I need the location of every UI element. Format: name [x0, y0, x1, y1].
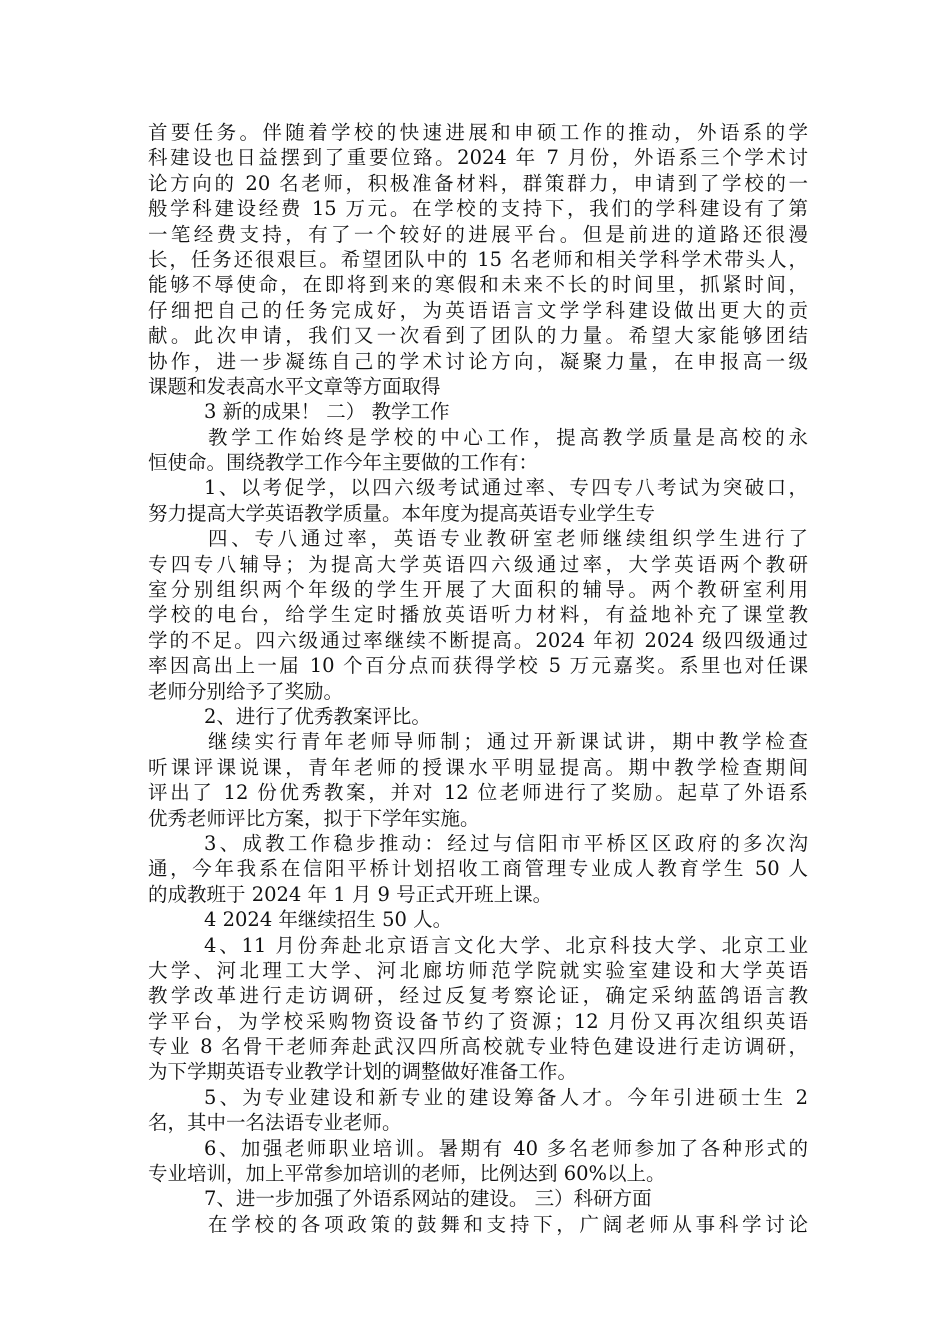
- text-line: 3、成教工作稳步推动：经过与信阳市平桥区区政府的多次沟: [204, 831, 808, 855]
- text-line: 一笔经费支持，有了一个较好的进展平台。但是前进的道路还很漫: [148, 222, 808, 246]
- text-line: 能够不辱使命，在即将到来的寒假和未来不长的时间里，抓紧时间，: [148, 273, 808, 297]
- text-line: 在学校的各项政策的鼓舞和支持下，广阔老师从事科学讨论: [208, 1212, 808, 1236]
- text-line: 的成教班于 2024 年 1 月 9 号正式开班上课。: [148, 882, 553, 906]
- text-line: 大学、河北理工大学、河北廊坊师范学院就实验室建设和大学英语: [148, 958, 808, 982]
- text-line: 2、进行了优秀教案评比。: [204, 704, 431, 728]
- text-line: 协作，进一步凝练自己的学术讨论方向，凝聚力量，在申报高一级: [148, 349, 808, 373]
- text-line: 首要任务。伴随着学校的快速进展和申硕工作的推动，外语系的学: [148, 121, 808, 144]
- text-line: 4、11 月份奔赴北京语言文化大学、北京科技大学、北京工业: [204, 933, 808, 957]
- text-line: 率因高出上一届 10 个百分点而获得学校 5 万元嘉奖。系里也对任课: [148, 654, 808, 678]
- text-line: 为下学期英语专业教学计划的调整做好准备工作。: [148, 1060, 578, 1084]
- text-line: 评出了 12 份优秀教案，并对 12 位老师进行了奖励。起草了外语系: [148, 781, 808, 805]
- text-line: 专业 8 名骨干老师奔赴武汉四所高校就专业特色建设进行走访调研，: [148, 1035, 808, 1059]
- text-line: 长，任务还很艰巨。希望团队中的 15 名老师和相关学科学术带头人，: [148, 247, 808, 271]
- text-line: 听课评课说课，青年老师的授课水平明显提高。期中教学检查期间: [148, 755, 808, 779]
- text-line: 老师分别给予了奖励。: [148, 679, 344, 703]
- text-line: 室分别组织两个年级的学生开展了大面积的辅导。两个教研室利用: [148, 578, 808, 602]
- text-line: 专业培训，加上平常参加培训的老师，比例达到 60%以上。: [148, 1162, 666, 1186]
- text-line: 般学科建设经费 15 万元。在学校的支持下，我们的学科建设有了第: [148, 197, 808, 221]
- text-line: 继续实行青年老师导师制；通过开新课试讲，期中教学检查: [208, 730, 808, 754]
- text-line: 论方向的 20 名老师，积极准备材料，群策群力，申请到了学校的一: [148, 171, 808, 195]
- text-line: 优秀老师评比方案，拟于下学年实施。: [148, 806, 480, 830]
- text-line: 教学工作始终是学校的中心工作，提高教学质量是高校的永: [208, 425, 808, 449]
- text-line: 6、加强老师职业培训。暑期有 40 多名老师参加了各种形式的: [204, 1136, 808, 1160]
- text-line: 5、为专业建设和新专业的建设筹备人才。今年引进硕士生 2: [204, 1085, 808, 1109]
- text-line: 献。此次申请，我们又一次看到了团队的力量。希望大家能够团结: [148, 324, 808, 348]
- text-line: 学平台，为学校采购物资设备节约了资源；12 月份又再次组织英语: [148, 1009, 808, 1033]
- text-line: 仔细把自己的任务完成好，为英语语言文学学科建设做出更大的贡: [148, 298, 808, 322]
- text-line: 1、以考促学，以四六级考试通过率、专四专八考试为突破口，: [204, 476, 808, 500]
- text-line: 四、专八通过率，英语专业教研室老师继续组织学生进行了: [208, 527, 808, 551]
- text-line: 专四专八辅导；为提高大学英语四六级通过率，大学英语两个教研: [148, 552, 808, 576]
- text-line: 名，其中一名法语专业老师。: [148, 1111, 402, 1135]
- text-line: 努力提高大学英语教学质量。本年度为提高英语专业学生专: [148, 501, 656, 525]
- text-line: 科建设也日益摆到了重要位臵。2024 年 7 月份，外语系三个学术讨: [148, 146, 808, 170]
- text-line: 学的不足。四六级通过率继续不断提高。2024 年初 2024 级四级通过: [148, 628, 808, 652]
- text-line: 恒使命。围绕教学工作今年主要做的工作有：: [148, 451, 539, 475]
- text-line: 课题和发表高水平文章等方面取得: [148, 374, 441, 398]
- text-line: 学校的电台，给学生定时播放英语听力材料，有益地补充了课堂教: [148, 603, 808, 627]
- text-line: 3 新的成果！ 二） 教学工作: [204, 400, 450, 424]
- text-line: 7、进一步加强了外语系网站的建设。 三）科研方面: [204, 1187, 652, 1211]
- text-line: 教学改革进行走访调研，经过反复考察论证，确定采纳蓝鸽语言教: [148, 984, 808, 1008]
- text-line: 4 2024 年继续招生 50 人。: [204, 908, 453, 932]
- text-line: 通，今年我系在信阳平桥计划招收工商管理专业成人教育学生 50 人: [148, 857, 808, 881]
- document-page: [148, 120, 808, 1237]
